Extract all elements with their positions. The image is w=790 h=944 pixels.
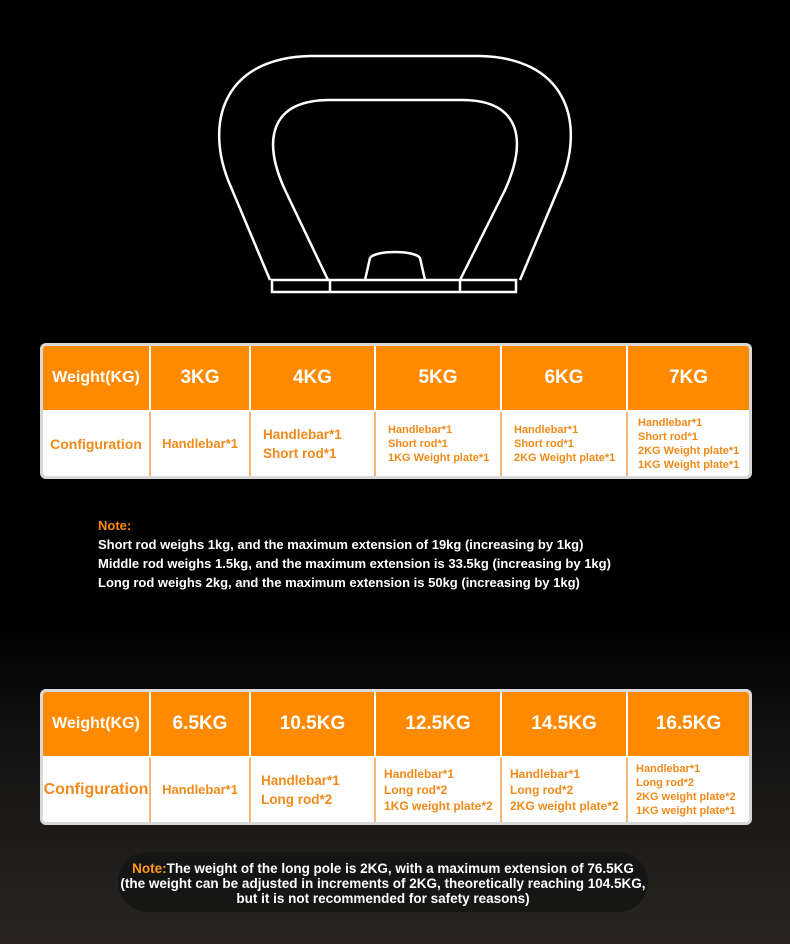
config-item: 2KG Weight plate*1 [514, 452, 616, 464]
weight-table-2 [40, 689, 752, 825]
config-item: Handlebar*1 [261, 773, 340, 788]
config-item: Short rod*1 [638, 431, 698, 443]
config-item: 2KG weight plate*2 [510, 799, 619, 813]
config-item: Handlebar*1 [162, 436, 238, 451]
config-item: 1KG Weight plate*1 [638, 459, 740, 471]
config-cell [151, 758, 251, 822]
config-item: Handlebar*1 [638, 417, 703, 429]
config-item: Long rod*2 [510, 783, 574, 797]
note-line: Long rod weighs 2kg, and the maximum extension is 50kg (increasing by 1kg) [98, 575, 580, 590]
note-rods [98, 516, 611, 592]
row-label: Configuration [43, 412, 151, 476]
config-item: 1KG Weight plate*1 [388, 452, 490, 464]
note-label: Note: [132, 861, 167, 876]
kettlebell-handle-icon [0, 0, 790, 300]
header-cell: 3KG [151, 346, 251, 410]
config-item: Handlebar*1 [162, 782, 238, 797]
config-item: Long rod*2 [384, 783, 448, 797]
header-cell: 12.5KG [376, 692, 502, 756]
header-cell: 16.5KG [628, 692, 749, 756]
config-cell [628, 412, 749, 476]
config-item: 1KG weight plate*1 [636, 805, 736, 817]
config-cell [376, 758, 502, 822]
header-cell: 6KG [502, 346, 628, 410]
header-cell: 4KG [251, 346, 376, 410]
header-cell: 10.5KG [251, 692, 376, 756]
config-row [43, 410, 749, 476]
weight-table-1 [40, 343, 752, 479]
config-cell [251, 758, 376, 822]
config-item: Short rod*1 [263, 446, 337, 461]
config-cell [376, 412, 502, 476]
config-item: Handlebar*1 [263, 427, 342, 442]
config-item: Handlebar*1 [384, 767, 455, 781]
config-item: Handlebar*1 [514, 424, 579, 436]
config-item: Handlebar*1 [636, 763, 701, 775]
header-cell: Weight(KG) [43, 692, 151, 756]
config-cell [502, 412, 628, 476]
config-item: Long rod*2 [636, 777, 695, 789]
config-item: 2KG weight plate*2 [636, 791, 736, 803]
note-label: Note: [98, 518, 132, 533]
config-item: Short rod*1 [388, 438, 448, 450]
config-item: Handlebar*1 [388, 424, 453, 436]
note-text: The weight of the long pole is 2KG, with a maximum extension of 76.5KG (the weight can be adjusted in increments of 2KG, theoretically reaching 104.5KG, but it is not recommended for safety reasons) [120, 861, 646, 906]
header-cell: 7KG [628, 346, 749, 410]
header-cell: 6.5KG [151, 692, 251, 756]
config-item: Handlebar*1 [510, 767, 581, 781]
config-cell [628, 758, 749, 822]
header-cell: Weight(KG) [43, 346, 151, 410]
header-row [43, 692, 749, 756]
header-row [43, 346, 749, 410]
config-cell [151, 412, 251, 476]
config-item: Long rod*2 [261, 792, 333, 807]
note-long-pole [118, 852, 648, 912]
header-cell: 5KG [376, 346, 502, 410]
config-item: 2KG Weight plate*1 [638, 445, 740, 457]
header-cell: 14.5KG [502, 692, 628, 756]
config-item: Short rod*1 [514, 438, 574, 450]
note-line: Short rod weighs 1kg, and the maximum extension of 19kg (increasing by 1kg) [98, 537, 584, 552]
config-cell [502, 758, 628, 822]
config-item: 1KG weight plate*2 [384, 799, 493, 813]
row-label: Configuration [43, 758, 151, 822]
config-cell [251, 412, 376, 476]
note-line: Middle rod weighs 1.5kg, and the maximum extension is 33.5kg (increasing by 1kg) [98, 556, 611, 571]
config-row [43, 756, 749, 822]
